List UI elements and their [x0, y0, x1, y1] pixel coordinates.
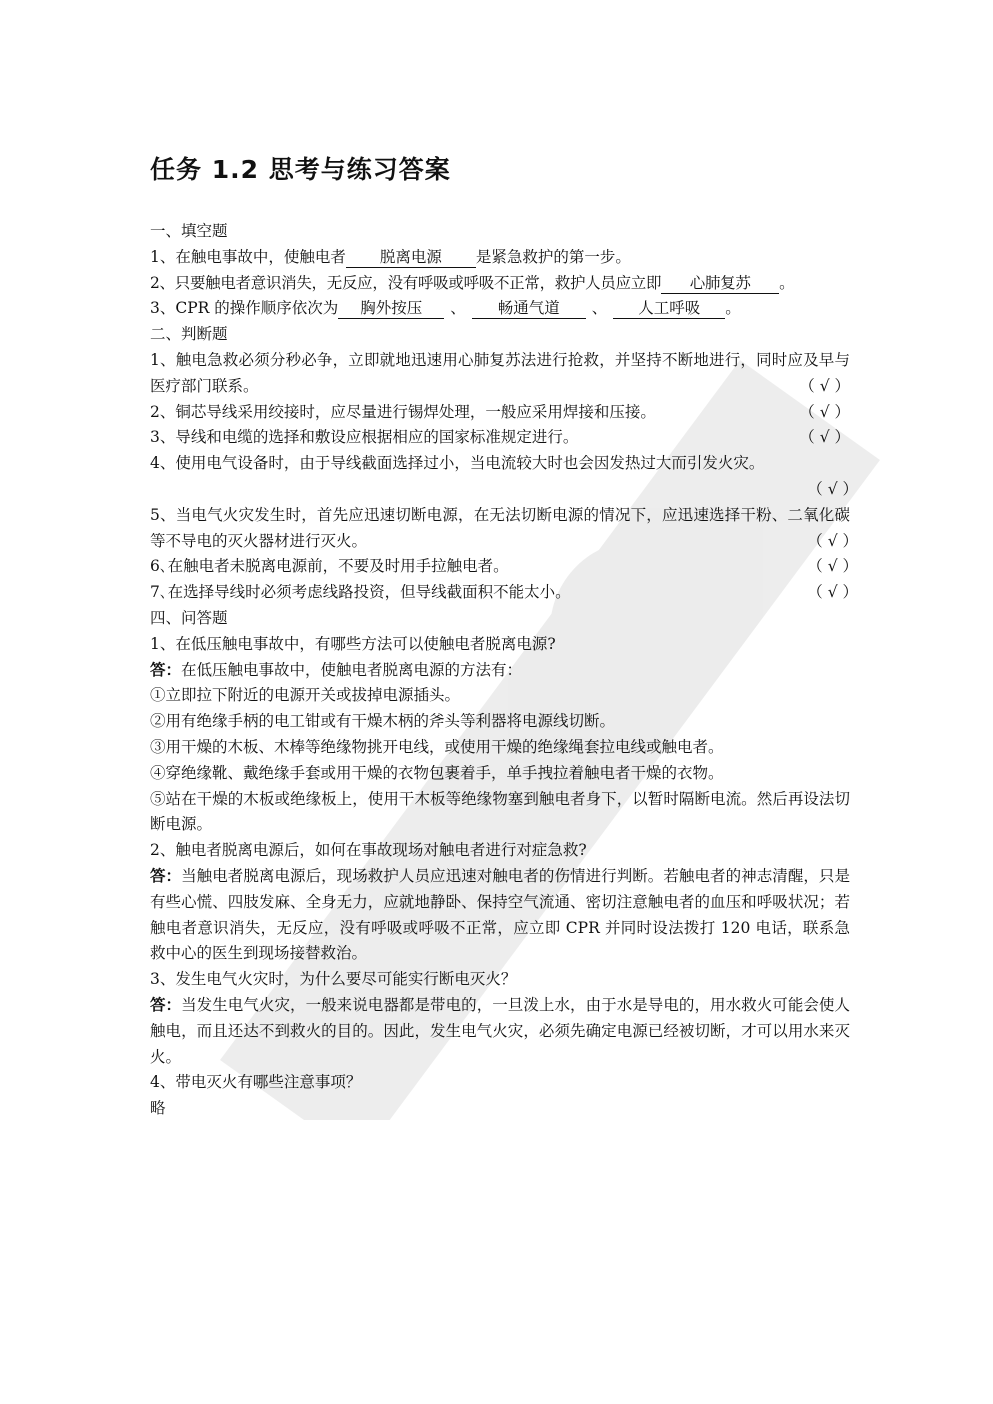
tf-item-5-text: 5、当电气火灾发生时，首先应迅速切断电源，在无法切断电源的情况下，应迅速选择干粉、二氧化碳等不导电的灭火器材进行灭火。 — [150, 505, 850, 550]
qa-answer-1-step-3: ③用干燥的木板、木棒等绝缘物挑开电线，或使用干燥的绝缘绳套拉电线或触电者。 — [150, 737, 724, 756]
qa-answer-1-step-1: ①立即拉下附近的电源开关或拔掉电源插头。 — [150, 686, 461, 705]
true-false-item-3 — [150, 425, 850, 451]
qa-answer-3-text: 当发生电气火灾，一般来说电器都是带电的，一旦泼上水，由于水是导电的，用水救火可能会使人触电，而且还达不到救火的目的。因此，发生电气火灾，必须先确定电源已经被切断，才可以用水来灭火。 — [150, 995, 850, 1066]
tf-item-6-text: 6､在触电者未脱离电源前，不要及时用手拉触电者。 — [150, 557, 509, 576]
qa-question-2: 2、触电者脱离电源后，如何在事故现场对触电者进行对症急救? — [150, 841, 587, 860]
qa-answer-1 — [150, 658, 850, 684]
fill-in-heading: 一、填空题 — [150, 222, 228, 240]
qa-heading: 四、问答题 — [150, 608, 228, 627]
q2-text-after: 。 — [779, 273, 795, 292]
q2-text-before: 2、只要触电者意识消失，无反应，没有呼吸或呼吸不正常，救护人员应立即 — [150, 273, 662, 292]
q3-separator-2: 、 — [591, 299, 608, 318]
page-title: 任务 1.2 思考与练习答案 — [150, 155, 451, 184]
tf-item-3-text: 3、导线和电缆的选择和敷设应根据相应的国家标准规定进行。 — [150, 428, 579, 447]
q3-text-before: 3、CPR 的操作顺序依次为 — [150, 299, 339, 318]
tf-item-1-check: （ √ ） — [799, 376, 850, 395]
qa-question-3: 3、发生电气火灾时，为什么要尽可能实行断电灭火？ — [150, 970, 517, 989]
tf-item-2-text: 2、铜芯导线采用绞接时，应尽量进行锡焊处理，一般应采用焊接和压接。 — [150, 402, 656, 421]
qa-answer-3 — [150, 993, 850, 1070]
q1-text-after: 是紧急救护的第一步。 — [475, 247, 631, 266]
fill-in-question-3 — [150, 296, 850, 322]
tf-item-1-text: 1、触电急救必须分秒必争，立即就地迅速用心肺复苏法进行抢救，并坚持不断地进行，同时应及早与医疗部门联系。 — [150, 350, 850, 395]
true-false-item-4 — [150, 451, 850, 477]
tf-item-7-text: 7､在选择导线时必须考虑线路投资，但导线截面积不能太小。 — [150, 583, 571, 602]
answer-label: 答： — [150, 660, 182, 679]
tf-item-3-check: （ √ ） — [799, 428, 850, 447]
true-false-item-5 — [150, 503, 858, 555]
qa-answer-1-text: 在低压触电事故中，使触电者脱离电源的方法有： — [181, 660, 523, 679]
q3-answer-blank-3: 人工呼吸 — [613, 299, 725, 319]
true-false-item-7 — [150, 580, 858, 606]
q3-answer-blank-2: 畅通气道 — [472, 299, 586, 319]
q3-text-after: 。 — [725, 299, 741, 318]
fill-in-question-2 — [150, 271, 850, 297]
tf-item-4-text: 4、使用电气设备时，由于导线截面选择过小，当电流较大时也会因发热过大而引发火灾。 — [150, 454, 765, 473]
tf-item-7-check: （ √ ） — [807, 583, 858, 602]
true-false-item-1 — [150, 348, 850, 400]
qa-answer-2 — [150, 864, 850, 967]
qa-question-4: 4、带电灭火有哪些注意事项？ — [150, 1073, 362, 1092]
q1-answer-blank: 脱离电源 — [346, 248, 476, 268]
qa-answer-1-step-4: ④穿绝缘靴、戴绝缘手套或用干燥的衣物包裹着手，单手拽拉着触电者干燥的衣物。 — [150, 763, 724, 782]
q3-separator-1: 、 — [450, 299, 466, 318]
tf-item-5-check: （ √ ） — [807, 531, 858, 550]
qa-question-1: 1、在低压触电事故中，有哪些方法可以使触电者脱离电源? — [150, 634, 556, 653]
q3-answer-blank-1: 胸外按压 — [338, 299, 444, 319]
q1-text-before: 1、在触电事故中，使触电者 — [150, 247, 346, 266]
answer-label: 答： — [150, 866, 182, 885]
answer-content — [150, 219, 858, 1122]
tf-item-2-check: （ √ ） — [799, 402, 850, 421]
true-false-item-2 — [150, 400, 850, 426]
qa-answer-1-step-2: ②用有绝缘手柄的电工钳或有干燥木柄的斧头等利器将电源线切断。 — [150, 712, 616, 731]
true-false-item-4-mark-row — [150, 477, 858, 503]
qa-answer-1-step-5: ⑤站在干燥的木板或绝缘板上，使用干木板等绝缘物塞到触电者身下，以暂时隔断电流。然后再设法切断电源。 — [150, 789, 850, 834]
tf-item-4-check: （ √ ） — [807, 479, 858, 498]
qa-answer-4: 略 — [150, 1099, 166, 1118]
answer-label: 答： — [150, 995, 182, 1014]
true-false-heading: 二、判断题 — [150, 325, 228, 344]
true-false-item-6 — [150, 554, 858, 580]
tf-item-6-check: （ √ ） — [807, 557, 858, 576]
q2-answer-blank: 心肺复苏 — [661, 274, 779, 294]
fill-in-question-1 — [150, 245, 850, 271]
qa-answer-2-text: 当触电者脱离电源后，现场救护人员应迅速对触电者的伤情进行判断。若触电者的神志清醒，只是有些心慌、四肢发麻、全身无力，应就地静卧、保持空气流通、密切注意触电者的血压和呼吸状况；若触电者意识消失，无反应，没有呼吸或呼吸不正常，应立即 CPR 并同时设法拨打 120 电话，联系急救中心的医生到现场接替救治。 — [150, 866, 850, 963]
